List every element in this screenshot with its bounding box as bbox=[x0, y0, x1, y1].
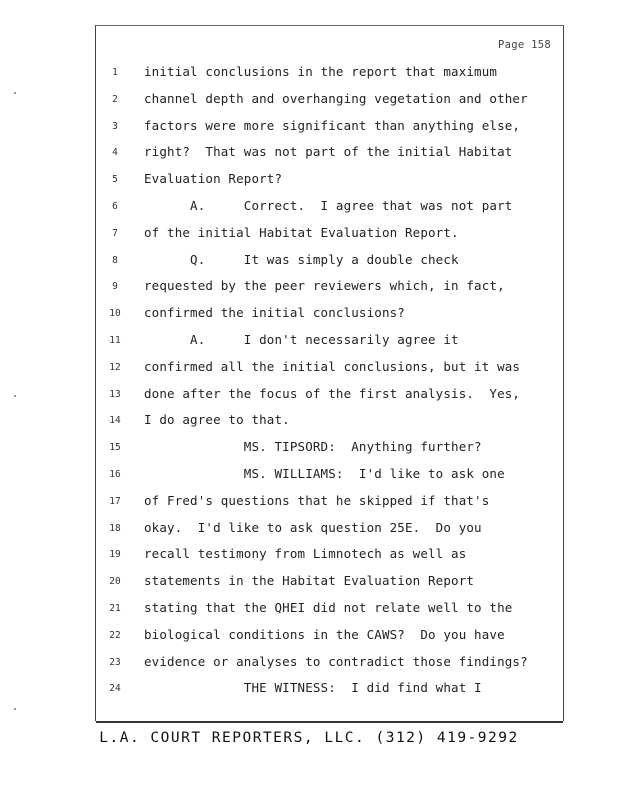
transcript-line bbox=[96, 91, 563, 111]
line-text: done after the focus of the first analysis. Yes, bbox=[144, 385, 521, 401]
scan-speck bbox=[14, 395, 16, 397]
transcript-line bbox=[96, 627, 563, 647]
line-number: 21 bbox=[109, 603, 121, 614]
line-number: 9 bbox=[112, 281, 118, 293]
transcript-line bbox=[96, 225, 563, 245]
line-text: statements in the Habitat Evaluation Report bbox=[144, 573, 475, 589]
transcript-page bbox=[95, 25, 564, 721]
transcript-line bbox=[96, 198, 563, 218]
line-number: 13 bbox=[109, 388, 121, 400]
line-number: 7 bbox=[112, 227, 118, 239]
line-number: 2 bbox=[112, 93, 118, 105]
line-text: Q. It was simply a double check bbox=[144, 251, 459, 267]
line-number: 14 bbox=[109, 415, 121, 427]
transcript-line bbox=[96, 359, 563, 379]
line-text: MS. TIPSORD: Anything further? bbox=[144, 439, 482, 455]
line-text: biological conditions in the CAWS? Do you have bbox=[144, 626, 505, 642]
transcript-line bbox=[96, 278, 563, 298]
line-text: THE WITNESS: I did find what I bbox=[144, 680, 482, 696]
transcript-line bbox=[96, 118, 563, 138]
line-number: 8 bbox=[112, 254, 118, 266]
line-number: 6 bbox=[112, 201, 118, 212]
line-text: factors were more significant than anything else, bbox=[144, 117, 521, 133]
scan-speck bbox=[14, 708, 16, 710]
line-number: 10 bbox=[109, 308, 121, 320]
line-number: 17 bbox=[109, 495, 121, 507]
line-number: 19 bbox=[109, 549, 121, 561]
line-text: A. Correct. I agree that was not part bbox=[144, 198, 513, 213]
line-number: 12 bbox=[109, 361, 121, 373]
transcript-line bbox=[96, 654, 563, 674]
line-text: I do agree to that. bbox=[144, 412, 290, 428]
transcript-line bbox=[96, 332, 563, 352]
transcript-line bbox=[96, 546, 563, 566]
line-number: 15 bbox=[109, 442, 121, 454]
transcript-line bbox=[96, 252, 563, 272]
line-number: 3 bbox=[112, 120, 118, 132]
line-number: 22 bbox=[109, 629, 121, 641]
line-text: recall testimony from Limnotech as well as bbox=[144, 546, 467, 562]
line-text: initial conclusions in the report that maximum bbox=[144, 64, 498, 79]
scan-speck bbox=[14, 92, 16, 94]
line-number: 4 bbox=[112, 147, 118, 159]
line-number: 5 bbox=[112, 174, 118, 186]
transcript-line bbox=[96, 600, 563, 620]
transcript-line bbox=[96, 305, 563, 325]
transcript-line bbox=[96, 171, 563, 191]
line-text: requested by the peer reviewers which, in fact, bbox=[144, 278, 505, 294]
line-text: okay. I'd like to ask question 25E. Do you bbox=[144, 519, 482, 535]
line-number: 20 bbox=[109, 576, 121, 588]
line-text: stating that the QHEI did not relate well to the bbox=[144, 600, 513, 615]
line-text: Evaluation Report? bbox=[144, 171, 283, 187]
line-text: of the initial Habitat Evaluation Report. bbox=[144, 224, 459, 240]
transcript-line bbox=[96, 520, 563, 540]
line-number: 16 bbox=[109, 469, 121, 480]
transcript-line bbox=[96, 466, 563, 486]
transcript-line bbox=[96, 680, 563, 700]
line-text: right? That was not part of the initial Habitat bbox=[144, 144, 513, 160]
line-text: channel depth and overhanging vegetation and other bbox=[144, 90, 528, 106]
page-number: Page 158 bbox=[498, 39, 551, 51]
line-text: evidence or analyses to contradict those findings? bbox=[144, 653, 528, 669]
line-number: 1 bbox=[112, 67, 118, 78]
transcript-line bbox=[96, 439, 563, 459]
line-number: 18 bbox=[109, 522, 121, 534]
transcript-line bbox=[96, 386, 563, 406]
transcript-line bbox=[96, 573, 563, 593]
line-text: confirmed the initial conclusions? bbox=[144, 305, 405, 321]
line-number: 23 bbox=[109, 656, 121, 668]
transcript-line bbox=[96, 412, 563, 432]
line-text: of Fred's questions that he skipped if that's bbox=[144, 492, 490, 508]
line-text: MS. WILLIAMS: I'd like to ask one bbox=[144, 466, 505, 481]
reporter-footer: L.A. COURT REPORTERS, LLC. (312) 419-9292 bbox=[99, 730, 519, 746]
transcript-line bbox=[96, 144, 563, 164]
transcript-line bbox=[96, 493, 563, 513]
line-text: A. I don't necessarily agree it bbox=[144, 332, 459, 347]
line-number: 24 bbox=[109, 683, 121, 695]
line-text: confirmed all the initial conclusions, but it was bbox=[144, 358, 521, 374]
line-number: 11 bbox=[109, 335, 121, 346]
transcript-line bbox=[96, 64, 563, 84]
bottom-rule bbox=[96, 721, 563, 723]
